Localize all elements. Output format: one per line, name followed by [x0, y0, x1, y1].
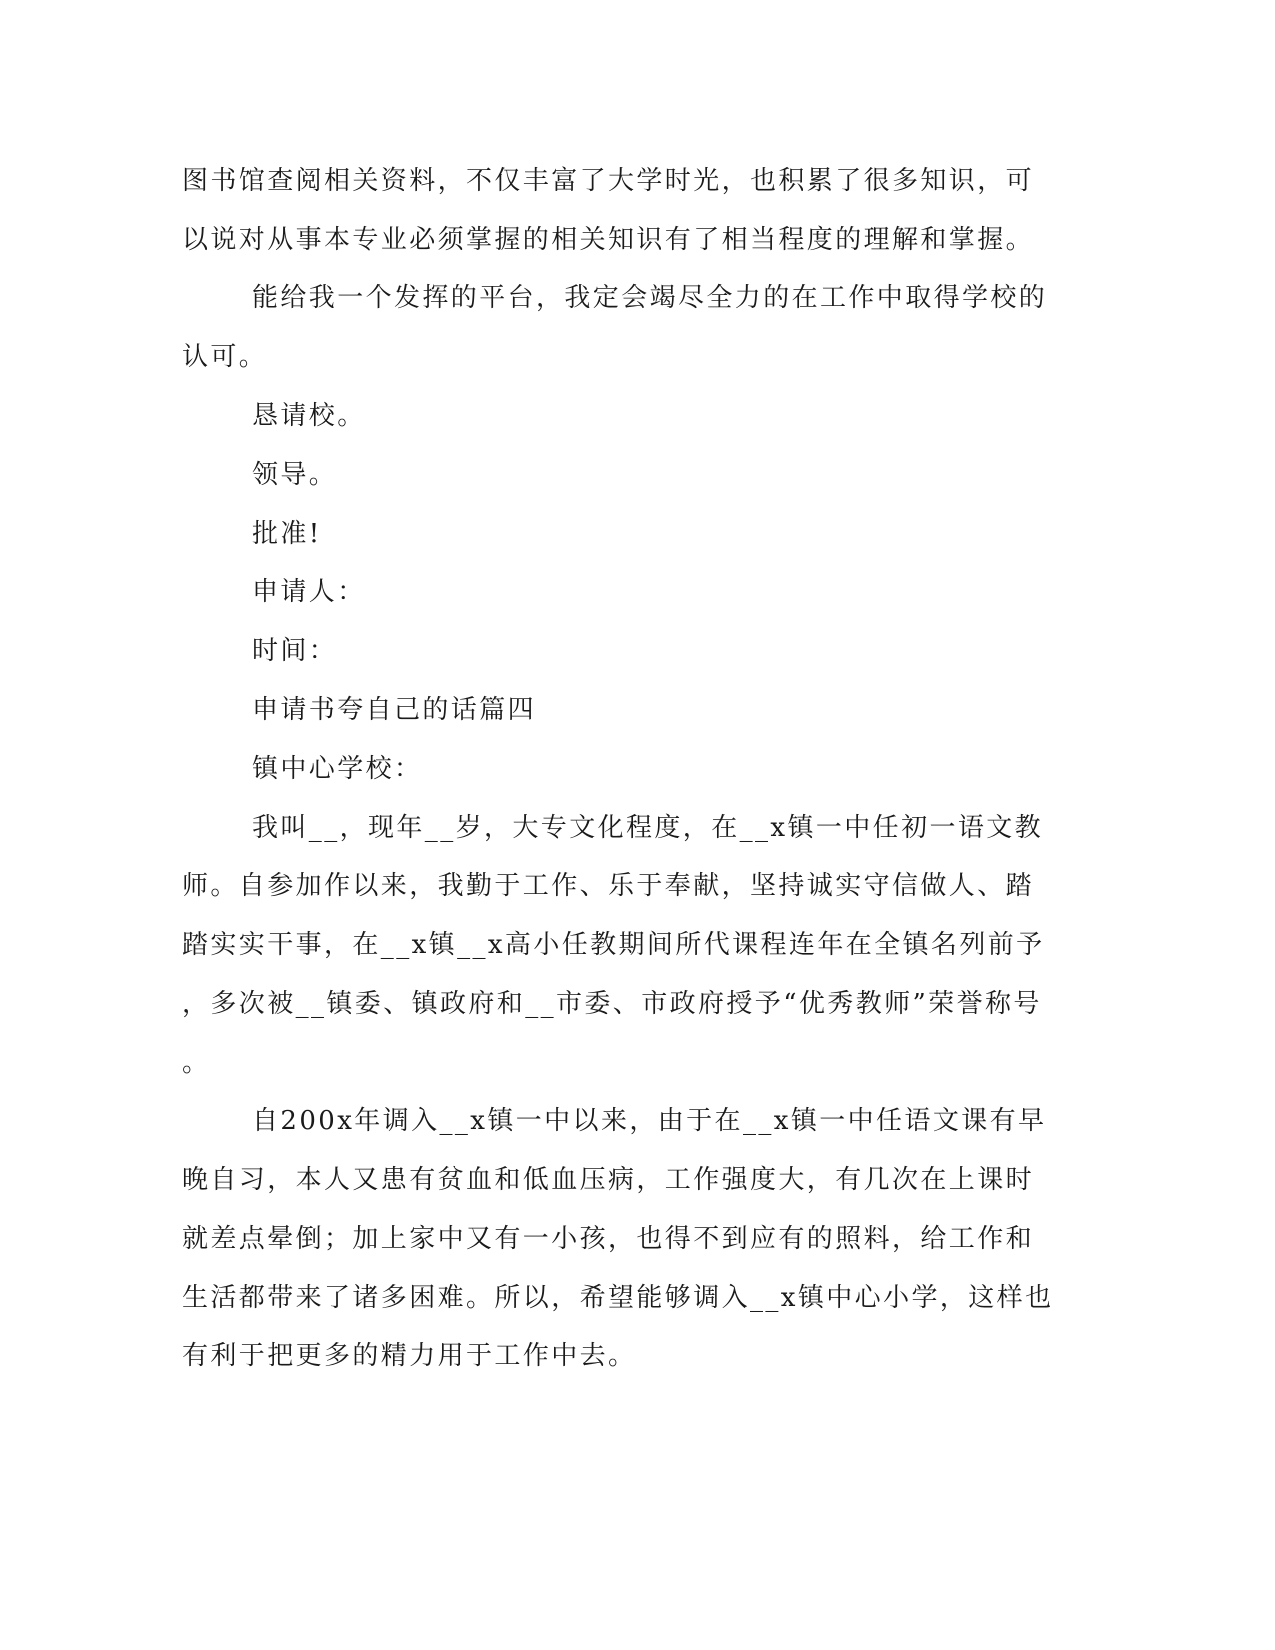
closing-line: 恳请校。 [252, 401, 366, 431]
paragraph-line: 自200x年调入__x镇一中以来，由于在__x镇一中任语文课有早 [252, 1106, 1047, 1136]
applicant-label: 申请人： [252, 577, 366, 607]
paragraph-line: 能给我一个发挥的平台，我定会竭尽全力的在工作中取得学校的 [252, 283, 1048, 313]
body-text-line: 晚自习，本人又患有贫血和低血压病，工作强度大，有几次在上课时 [182, 1165, 1035, 1195]
body-text-line: 以说对从事本专业必须掌握的相关知识有了相当程度的理解和掌握。 [182, 225, 1035, 255]
body-text-line: 生活都带来了诸多困难。所以，希望能够调入__x镇中心小学，这样也 [182, 1283, 1054, 1313]
closing-line: 领导。 [252, 460, 338, 490]
date-label: 时间： [252, 636, 338, 666]
addressee-line: 镇中心学校： [252, 754, 423, 784]
body-text-line: 。 [182, 1048, 211, 1078]
body-text-line: ，多次被__镇委、镇政府和__市委、市政府授予“优秀教师”荣誉称号 [182, 989, 1042, 1019]
paragraph-line: 我叫__，现年__岁，大专文化程度，在__x镇一中任初一语文教 [252, 813, 1044, 843]
body-text-line: 有利于把更多的精力用于工作中去。 [182, 1341, 637, 1371]
body-text-line: 图书馆查阅相关资料，不仅丰富了大学时光，也积累了很多知识，可 [182, 166, 1035, 196]
body-text-line: 就差点晕倒；加上家中又有一小孩，也得不到应有的照料，给工作和 [182, 1224, 1035, 1254]
body-text-line: 师。自参加作以来，我勤于工作、乐于奉献，坚持诚实守信做人、踏 [182, 871, 1035, 901]
closing-line: 批准! [252, 519, 322, 549]
body-text-line: 认可。 [182, 342, 268, 372]
section-heading: 申请书夸自己的话篇四 [252, 695, 537, 725]
body-text-line: 踏实实干事，在__x镇__x高小任教期间所代课程连年在全镇名列前予 [182, 930, 1045, 960]
